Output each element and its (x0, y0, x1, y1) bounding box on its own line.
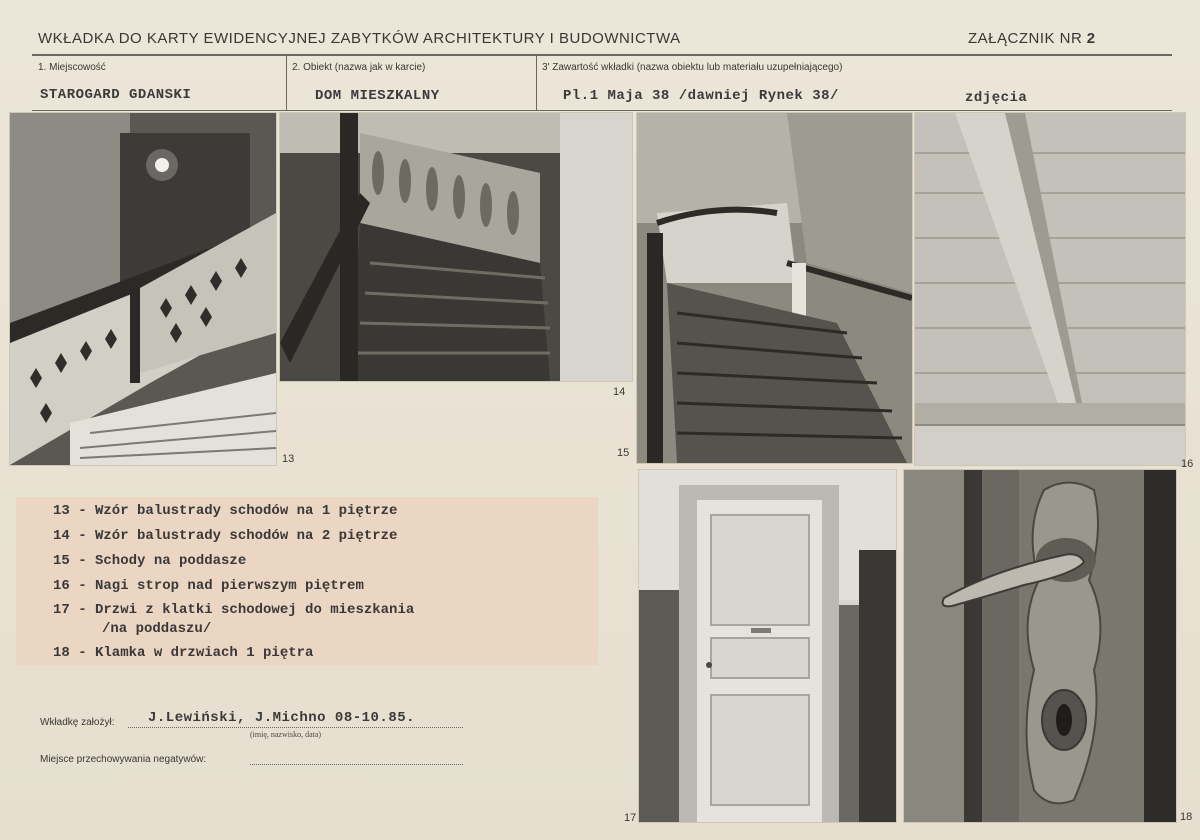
caption-13: 13 - Wzór balustrady schodów na 1 piętrze (53, 503, 398, 519)
negatives-line (250, 764, 463, 765)
content-value: Pl.1 Maja 38 /dawniej Rynek 38/ (563, 88, 839, 104)
caption-17-cont: /na poddaszu/ (102, 621, 212, 637)
founder-value: J.Lewiński, J.Michno 08-10.85. (148, 710, 416, 726)
caption-16: 16 - Nagi strop nad pierwszym piętrem (53, 578, 364, 594)
photo-17-number: 17 (624, 812, 637, 824)
content-type: zdjęcia (965, 90, 1028, 106)
photo-14-number: 14 (613, 386, 626, 398)
photo-18 (904, 470, 1176, 822)
photo-17 (639, 470, 896, 822)
photo-15 (637, 113, 912, 463)
photo-18-number: 18 (1180, 811, 1193, 823)
caption-15: 15 - Schody na poddasze (53, 553, 247, 569)
founder-hint: (imię, nazwisko, data) (250, 730, 322, 739)
founder-line (128, 727, 463, 728)
photo-13-number: 13 (282, 453, 295, 465)
header-rule-bottom (32, 110, 1172, 111)
photo-15-number: 15 (617, 447, 630, 459)
attachment-label-text: ZAŁĄCZNIK NR (968, 30, 1083, 47)
field-divider-2 (536, 55, 537, 110)
negatives-label: Miejsce przechowywania negatywów: (40, 754, 207, 765)
caption-18: 18 - Klamka w drzwiach 1 piętra (53, 645, 314, 661)
attachment-number: 2 (1086, 31, 1096, 48)
field-divider-1 (286, 55, 287, 110)
photo-16 (915, 113, 1185, 465)
founder-label: Wkładkę założył: (40, 717, 115, 728)
caption-14: 14 - Wzór balustrady schodów na 2 piętrze (53, 528, 398, 544)
object-value: DOM MIESZKALNY (315, 88, 440, 104)
caption-17: 17 - Drzwi z klatki schodowej do mieszkania (53, 602, 415, 618)
attachment-label (968, 30, 1096, 48)
content-label: 3' Zawartość wkładki (nazwa obiektu lub materiału uzupełniającego) (542, 62, 843, 73)
header-rule-top (32, 54, 1172, 56)
card-title: WKŁADKA DO KARTY EWIDENCYJNEJ ZABYTKÓW ARCHITEKTURY I BUDOWNICTWA (38, 30, 681, 47)
photo-16-number: 16 (1181, 458, 1194, 470)
object-label: 2. Obiekt (nazwa jak w karcie) (292, 62, 426, 73)
locality-label: 1. Miejscowość (38, 62, 106, 73)
photo-14 (280, 113, 632, 381)
photo-13 (10, 113, 276, 465)
locality-value: STAROGARD GDANSKI (40, 87, 192, 103)
